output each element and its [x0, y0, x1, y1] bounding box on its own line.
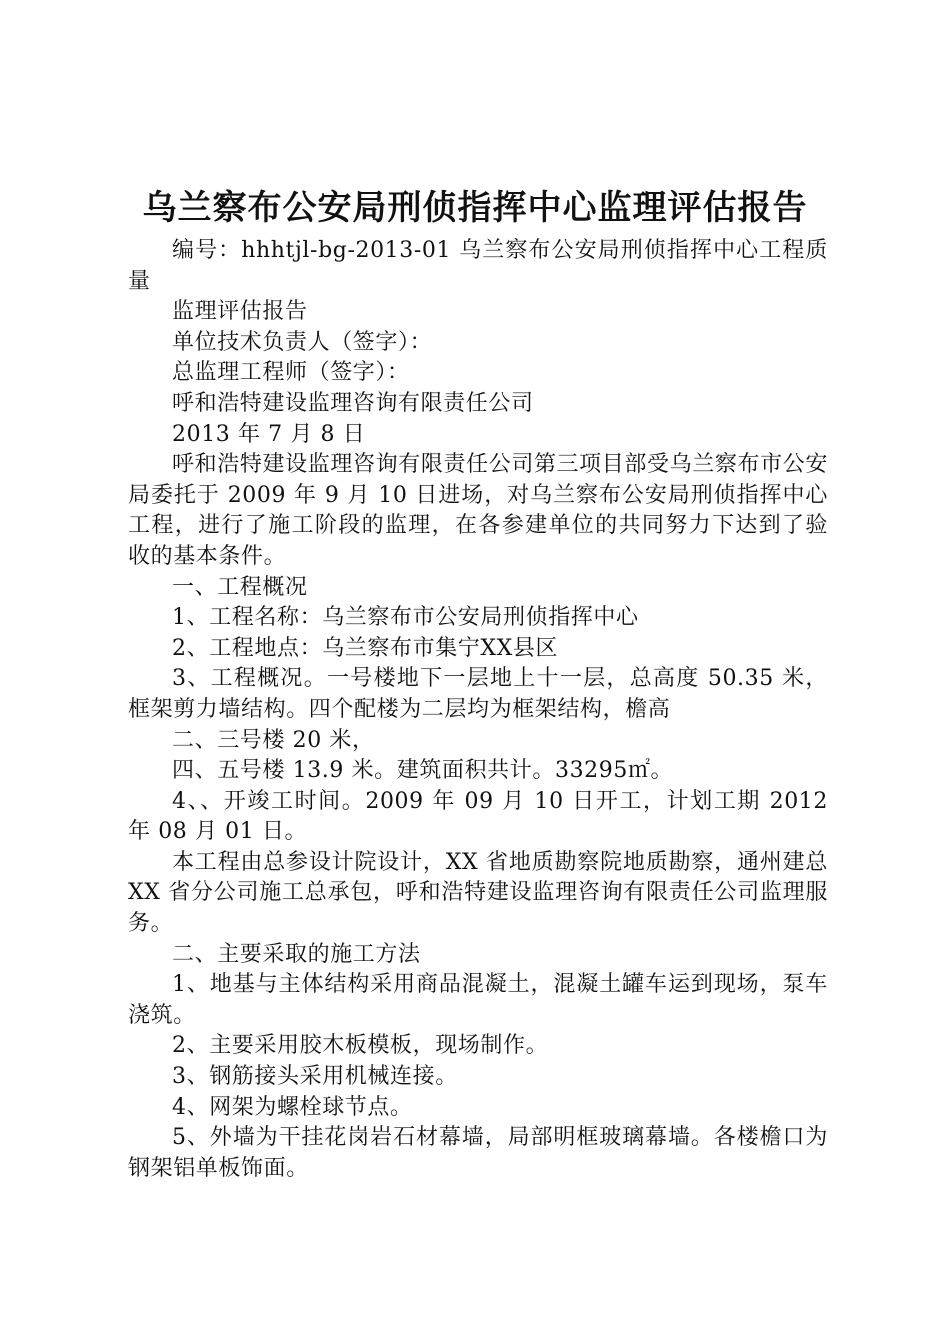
chief-supervisor-signature-line: 总监理工程师（签字）： — [172, 360, 410, 386]
document-body — [128, 236, 828, 1184]
report-number-paragraph: 编号：hhhtjl-bg-2013-01 乌兰察布公安局刑侦指挥中心工程质量 — [128, 238, 828, 294]
project-overview-item: 3、工程概况。一号楼地下一层地上十一层，总高度 50.35 米，框架剪力墙结构。四个配楼为二层均为框架结构，檐高 — [128, 666, 828, 722]
report-subtitle-paragraph: 监理评估报告 — [172, 299, 308, 325]
method-item-2: 2、主要采用胶木板模板，现场制作。 — [172, 1033, 549, 1059]
company-name-line: 呼和浩特建设监理咨询有限责任公司 — [172, 390, 534, 416]
project-name-item: 1、工程名称：乌兰察布市公安局刑侦指挥中心 — [172, 605, 639, 631]
document-title: 乌兰察布公安局刑侦指挥中心监理评估报告 — [142, 188, 808, 228]
participants-paragraph: 本工程由总参设计院设计，XX 省地质勘察院地质勘察，通州建总 XX 省分公司施工总承包，呼和浩特建设监理咨询有限责任公司监理服务。 — [128, 849, 828, 937]
report-date-line: 2013 年 7 月 8 日 — [172, 421, 366, 447]
building-area-item: 四、五号楼 13.9 米。建筑面积共计。33295㎡。 — [172, 758, 674, 784]
project-location-item: 2、工程地点：乌兰察布市集宁XX县区 — [172, 635, 559, 661]
section-heading-project-overview: 一、工程概况 — [172, 574, 308, 600]
method-item-5: 5、外墙为干挂花岗岩石材幕墙，局部明框玻璃幕墙。各楼檐口为钢架铝单板饰面。 — [128, 1125, 828, 1181]
intro-paragraph: 呼和浩特建设监理咨询有限责任公司第三项目部受乌兰察布市公安局委托于 2009 年 9 月 10 日进场，对乌兰察布公安局刑侦指挥中心工程，进行了施工阶段的监理，在各参建单位的共同努力下达到了验收的基本条件。 — [128, 452, 828, 569]
method-item-3: 3、钢筋接头采用机械连接。 — [172, 1064, 458, 1090]
schedule-item: 4、、开竣工时间。2009 年 09 月 10 日开工，计划工期 2012 年 08 月 01 日。 — [128, 788, 828, 845]
method-item-4: 4、网架为螺栓球节点。 — [172, 1094, 413, 1120]
technical-lead-signature-line: 单位技术负责人（签字）： — [172, 329, 433, 355]
section-heading-construction-methods: 二、主要采取的施工方法 — [172, 941, 421, 967]
building-height-item: 二、三号楼 20 米， — [172, 727, 375, 753]
method-item-1: 1、地基与主体结构采用商品混凝土，混凝土罐车运到现场，泵车浇筑。 — [128, 972, 828, 1028]
